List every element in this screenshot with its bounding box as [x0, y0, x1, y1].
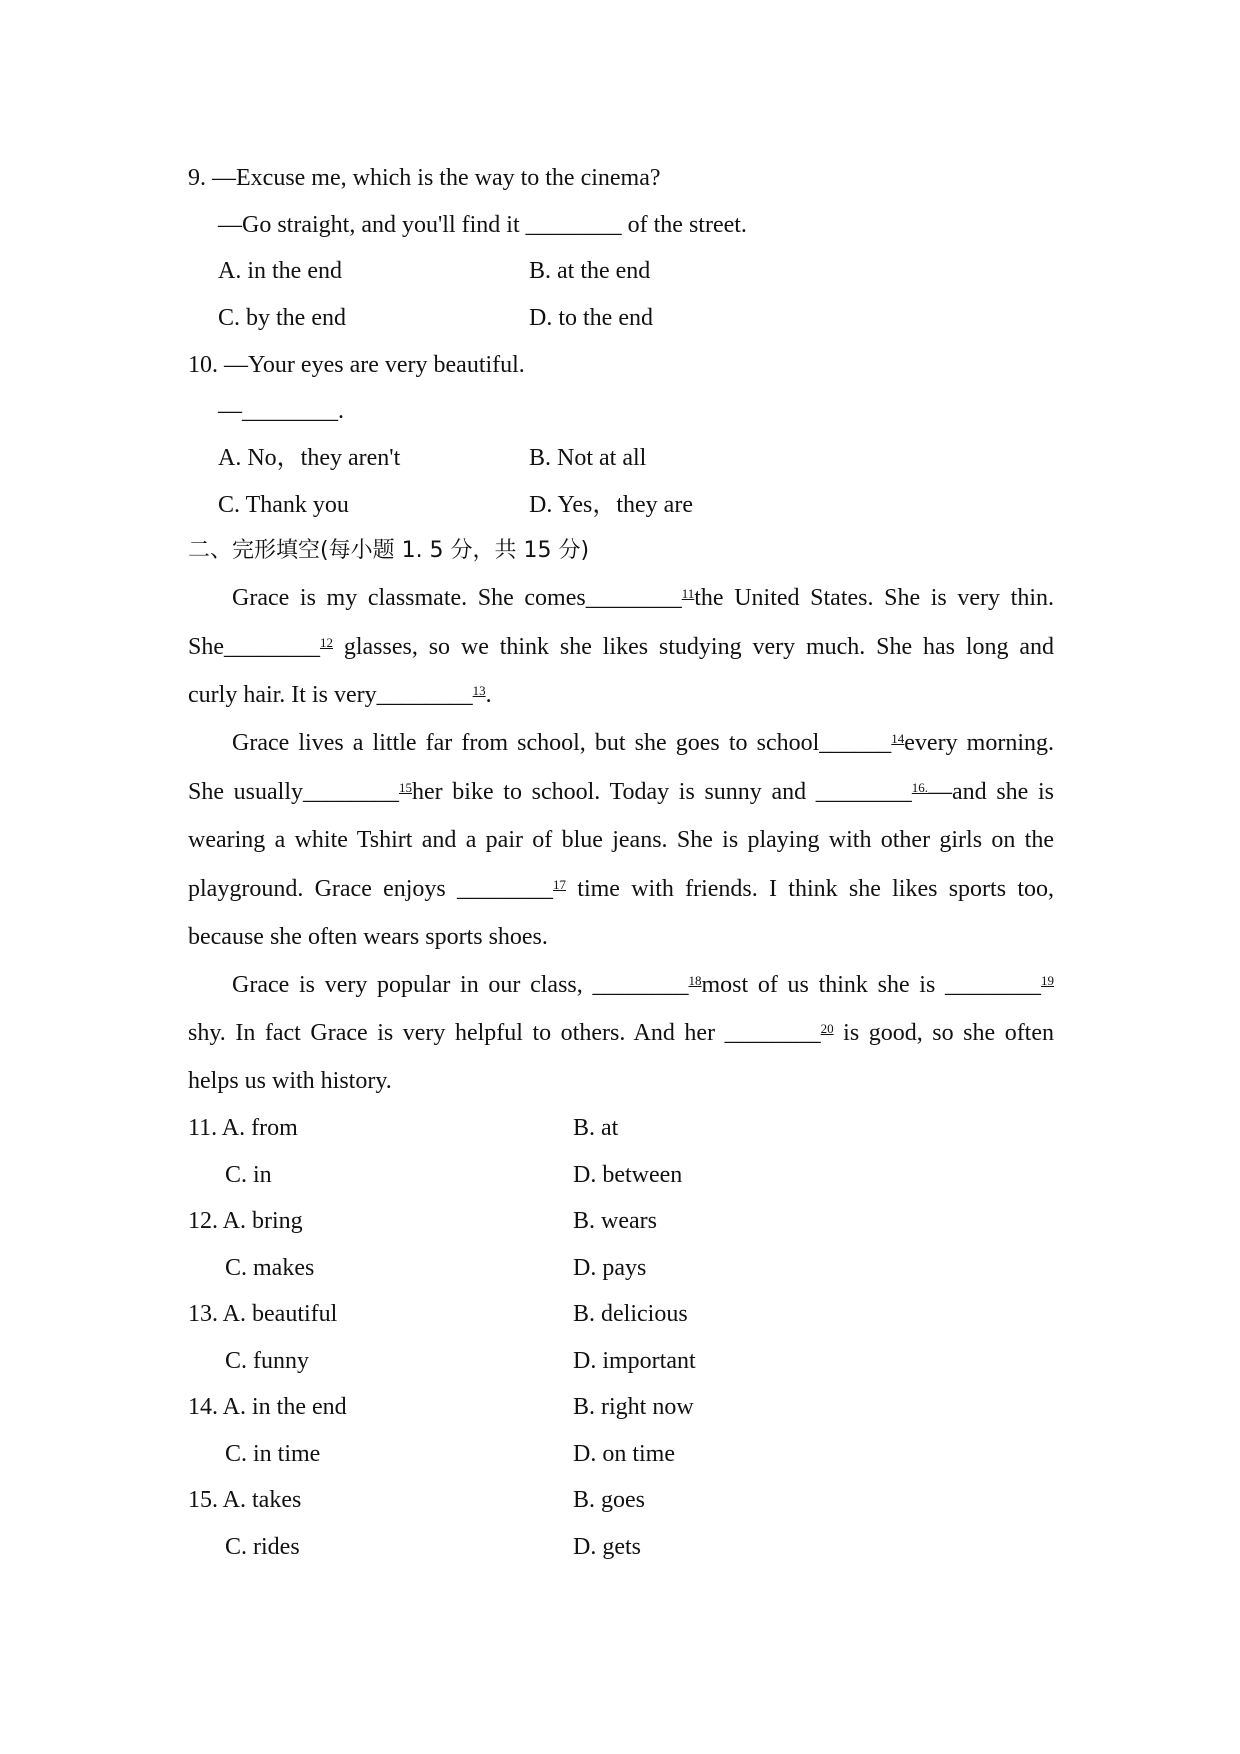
option-d: D. between: [573, 1162, 683, 1188]
blank-number: 17: [553, 877, 567, 892]
q9-option-b: B. at the end: [529, 258, 651, 284]
option-d: D. pays: [573, 1255, 647, 1281]
option-a: 11. A. from: [188, 1115, 298, 1141]
q10-option-c: C. Thank you: [218, 492, 349, 518]
q9-stem: 9. —Excuse me, which is the way to the cinema?: [188, 165, 661, 191]
q10-option-b: B. Not at all: [529, 445, 647, 471]
passage-line: curly hair. It is very________$^{13}$.: [188, 682, 492, 708]
option-a: 15. A. takes: [188, 1487, 302, 1513]
option-c: C. rides: [225, 1534, 300, 1560]
blank-number: 15: [399, 780, 412, 795]
option-a: 12. A. bring: [188, 1208, 303, 1234]
option-c: C. in time: [225, 1441, 321, 1467]
option-b: B. right now: [573, 1394, 694, 1420]
option-d: D. important: [573, 1348, 696, 1374]
option-d: D. on time: [573, 1441, 675, 1467]
option-b: B. at: [573, 1115, 619, 1141]
passage-line: helps us with history.: [188, 1068, 392, 1094]
passage-line: Grace is my classmate. She comes________$^{11}$the United States. She is very thin.: [232, 585, 1054, 611]
q9-option-c: C. by the end: [218, 305, 346, 331]
passage-line: Grace is very popular in our class, ________$^{18}$most of us think she is ________$^{19}$: [232, 972, 1055, 998]
blank-number: 20: [820, 1021, 834, 1036]
passage-line: She usually________$^{15}$her bike to school. Today is sunny and ________$^{16.}$—and she is: [188, 779, 1055, 805]
passage-line: shy. In fact Grace is very helpful to others. And her ________$^{20}$ is good, so she often: [188, 1020, 1055, 1046]
blank-number: 14: [891, 731, 905, 746]
passage-line: because she often wears sports shoes.: [188, 924, 548, 950]
q9-reply: —Go straight, and you'll find it ________ of the street.: [218, 212, 747, 238]
option-c: C. funny: [225, 1348, 309, 1374]
option-a: 13. A. beautiful: [188, 1301, 338, 1327]
q10-option-d: D. Yes，they are: [529, 492, 693, 518]
option-b: B. delicious: [573, 1301, 688, 1327]
option-c: C. in: [225, 1162, 272, 1188]
option-b: B. goes: [573, 1487, 645, 1513]
blank-number: 12: [320, 635, 333, 650]
option-d: D. gets: [573, 1534, 641, 1560]
q10-stem: 10. —Your eyes are very beautiful.: [188, 352, 525, 378]
section-heading: 二、完形填空(每小题 1. 5 分，共 15 分): [188, 538, 590, 563]
blank-number: 11: [681, 586, 695, 601]
blank-number: 18: [688, 973, 702, 988]
q9-option-d: D. to the end: [529, 305, 653, 331]
q9-option-a: A. in the end: [218, 258, 342, 284]
q10-option-a: A. No，they aren't: [218, 445, 401, 471]
q10-reply: —________.: [218, 398, 344, 424]
blank-number: 19: [1041, 973, 1055, 988]
blank-number: 13: [472, 683, 486, 698]
passage-line: Grace lives a little far from school, but she goes to school______$^{14}$every morning.: [232, 730, 1055, 756]
passage-line: playground. Grace enjoys ________$^{17}$ time with friends. I think she likes sports too,: [188, 876, 1054, 902]
passage-line: wearing a white Tshirt and a pair of blue jeans. She is playing with other girls on the: [188, 827, 1054, 853]
option-c: C. makes: [225, 1255, 315, 1281]
option-b: B. wears: [573, 1208, 657, 1234]
blank-number: 16.: [911, 780, 929, 795]
option-a: 14. A. in the end: [188, 1394, 347, 1420]
passage-line: She________$^{12}$ glasses, so we think she likes studying very much. She has long and: [188, 634, 1054, 660]
